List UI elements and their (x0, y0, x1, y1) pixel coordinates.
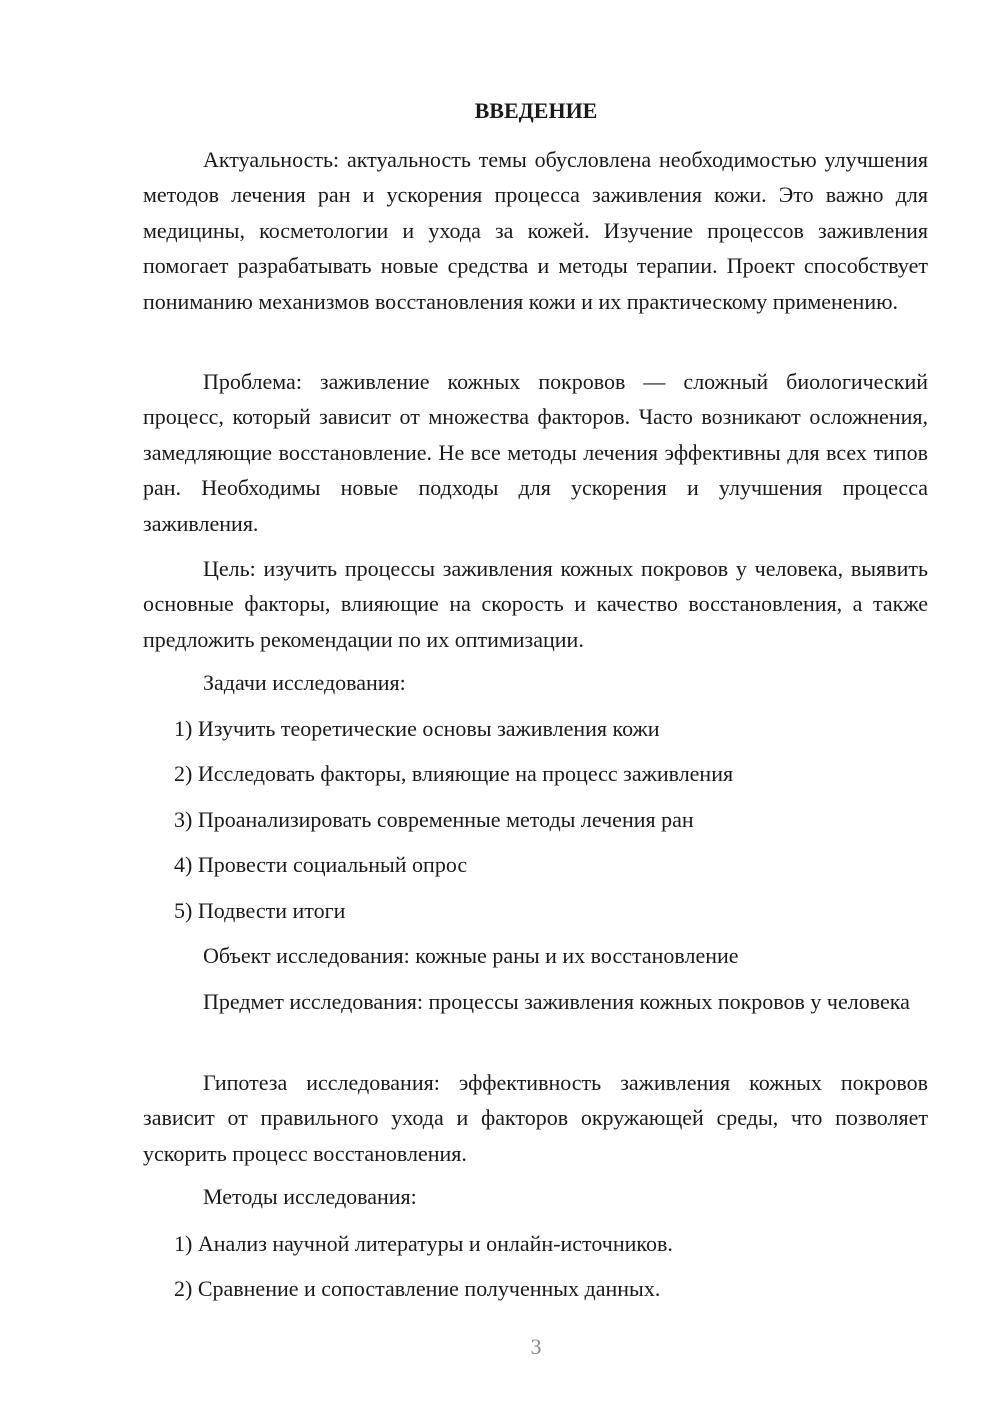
task-item: 2) Исследовать факторы, влияющие на процесс заживления (174, 761, 734, 786)
task-item: 1) Изучить теоретические основы заживления кожи (174, 716, 660, 741)
method-item: 2) Сравнение и сопоставление полученных данных. (174, 1276, 661, 1301)
task-item: 3) Проанализировать современные методы лечения ран (174, 807, 694, 832)
goal-paragraph: Цель: изучить процессы заживления кожных покровов у человека, выявить основные факторы, влияющие на скорость и качество восстановления, а также предложить рекомендации по их оптимизации. (143, 556, 928, 652)
page-heading: ВВЕДЕНИЕ (474, 98, 598, 123)
page-number: 3 (530, 1334, 542, 1359)
subject-paragraph: Предмет исследования: процессы заживления кожных покровов у человека (203, 989, 910, 1014)
method-item: 1) Анализ научной литературы и онлайн-источников. (174, 1231, 673, 1256)
methods-heading: Методы исследования: (203, 1184, 417, 1209)
task-item: 4) Провести социальный опрос (174, 852, 468, 877)
problem-paragraph: Проблема: заживление кожных покровов — сложный биологический процесс, который зависит от множества факторов. Часто возникают осложнения, замедляющие восстановление. Не все методы лечения эффективны для всех типов ран. Необходимы новые подходы для ускорения и улучшения процесса заживления. (143, 369, 928, 536)
tasks-heading: Задачи исследования: (203, 670, 406, 695)
object-line: Объект исследования: кожные раны и их восстановление (203, 943, 739, 968)
task-item: 5) Подвести итоги (174, 898, 346, 923)
relevance-paragraph: Актуальность: актуальность темы обусловлена необходимостью улучшения методов лечения ран и ускорения процесса заживления кожи. Это важно для медицины, косметологии и ухода за кожей. Изучение процессов заживления помогает разрабатывать новые средства и методы терапии. Проект способствует пониманию механизмов восстановления кожи и их практическому применению. (143, 147, 928, 314)
hypothesis-paragraph: Гипотеза исследования: эффективность заживления кожных покровов зависит от правильного ухода и факторов окружающей среды, что позволяет ускорить процесс восстановления. (143, 1070, 928, 1166)
